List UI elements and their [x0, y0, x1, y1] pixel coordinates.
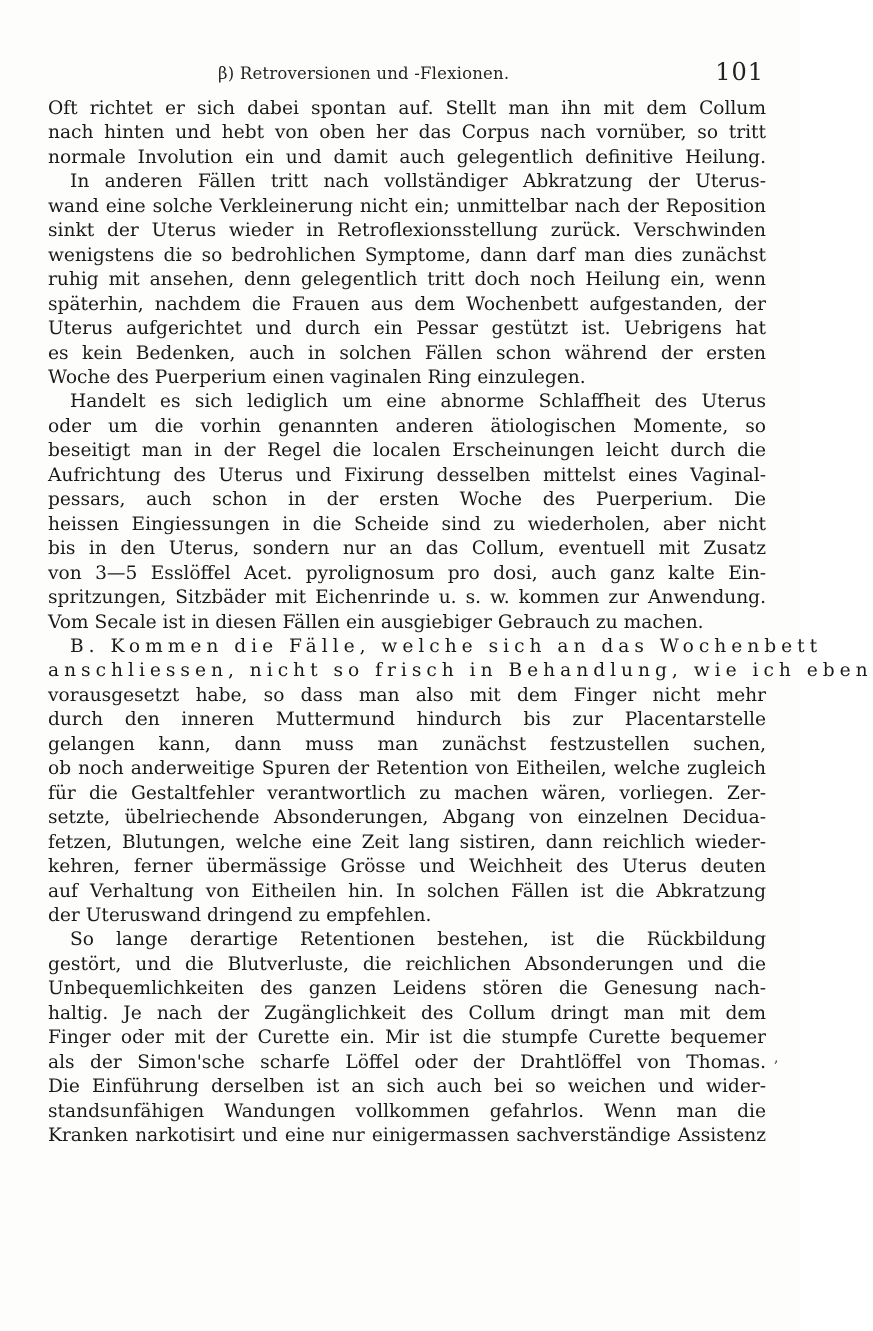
text-line: gestört, und die Blutverluste, die reichlichen Absonderungen und die	[48, 953, 766, 975]
text-line: Woche des Puerperium einen vaginalen Ring einzulegen.	[48, 366, 586, 388]
text-line: ruhig mit ansehen, denn gelegentlich tritt doch noch Heilung ein, wenn	[48, 269, 766, 291]
text-line: Handelt es sich lediglich um eine abnorme Schlaffheit des Uterus	[70, 391, 766, 413]
text-line: So lange derartige Retentionen bestehen, ist die Rückbildung	[70, 929, 766, 951]
text-line: setzte, übelriechende Absonderungen, Abgang von einzelnen Decidua-	[48, 807, 766, 829]
text-line: standsunfähigen Wandungen vollkommen gefahrlos. Wenn man die	[48, 1100, 766, 1122]
text-line: für die Gestaltfehler verantwortlich zu machen wären, vorliegen. Zer-	[48, 782, 766, 804]
text-line: Oft richtet er sich dabei spontan auf. Stellt man ihn mit dem Collum	[48, 98, 766, 119]
body-text	[48, 97, 873, 1148]
text-line: durch den inneren Muttermund hindurch bis zur Placentarstelle	[48, 709, 766, 731]
text-line: sinkt der Uterus wieder in Retroflexionsstellung zurück. Verschwinden	[48, 220, 766, 242]
text-line: kehren, ferner übermässige Grösse und Weichheit des Uterus deuten	[48, 856, 766, 878]
text-line: fetzen, Blutungen, welche eine Zeit lang sistiren, dann reichlich wieder-	[48, 831, 766, 853]
running-head	[48, 58, 764, 90]
text-line: In anderen Fällen tritt nach vollständiger Abkratzung der Uterus-	[70, 171, 766, 193]
text-line: Vom Secale ist in diesen Fällen ein ausgiebiger Gebrauch zu machen.	[48, 611, 704, 633]
section-b-heading-line: B. Kommen die Fälle, welche sich an das Wochenbett	[70, 635, 823, 657]
text-line: bis in den Uterus, sondern nur an das Collum, eventuell mit Zusatz	[48, 538, 766, 560]
text-line: Uterus aufgerichtet und durch ein Pessar gestützt ist. Uebrigens hat	[48, 318, 766, 340]
text-line: auf Verhaltung von Eitheilen hin. In solchen Fällen ist die Abkratzung	[48, 880, 766, 902]
text-line: oder um die vorhin genannten anderen ätiologischen Momente, so	[48, 415, 766, 437]
text-line: Die Einführung derselben ist an sich auch bei so weichen und wider-	[48, 1076, 766, 1098]
text-line: heissen Eingiessungen in die Scheide sind zu wiederholen, aber nicht	[48, 513, 766, 535]
text-line: vorausgesetzt habe, so dass man also mit dem Finger nicht mehr	[48, 684, 766, 706]
margin-mark: ,	[774, 1050, 779, 1066]
text-line: gelangen kann, dann muss man zunächst festzustellen suchen,	[48, 733, 766, 755]
text-line: normale Involution ein und damit auch gelegentlich definitive Heilung.	[48, 146, 766, 168]
running-head-title: β) Retroversionen und -Flexionen.	[218, 64, 510, 83]
text-line: ob noch anderweitige Spuren der Retention von Eitheilen, welche zugleich	[48, 758, 766, 780]
text-line: spritzungen, Sitzbäder mit Eichenrinde u. s. w. kommen zur Anwendung.	[48, 587, 766, 609]
text-line: wenigstens die so bedrohlichen Symptome, dann darf man dies zunächst	[48, 244, 766, 266]
text-line: es kein Bedenken, auch in solchen Fällen schon während der ersten	[48, 342, 766, 364]
text-line: Aufrichtung des Uterus und Fixirung desselben mittelst eines Vaginal-	[48, 464, 766, 486]
text-line: pessars, auch schon in der ersten Woche des Puerperium. Die	[48, 489, 766, 511]
text-line: Unbequemlichkeiten des ganzen Leidens stören die Genesung nach-	[48, 978, 766, 1000]
page-number: 101	[715, 58, 764, 86]
text-line: Finger oder mit der Curette ein. Mir ist die stumpfe Curette bequemer	[48, 1027, 766, 1049]
text-line: als der Simon'sche scharfe Löffel oder der Drahtlöffel von Thomas.	[48, 1051, 766, 1073]
text-line: beseitigt man in der Regel die localen Erscheinungen leicht durch die	[48, 440, 766, 462]
text-line: anschliessen, nicht so frisch in Behandlung, wie ich eben	[48, 660, 873, 682]
text-line: späterhin, nachdem die Frauen aus dem Wochenbett aufgestanden, der	[48, 293, 766, 315]
text-line: der Uteruswand dringend zu empfehlen.	[48, 904, 432, 926]
text-line: Kranken narkotisirt und eine nur einigermassen sachverständige Assistenz	[48, 1125, 766, 1147]
text-line: nach hinten und hebt von oben her das Corpus nach vornüber, so tritt	[48, 122, 766, 144]
text-line: haltig. Je nach der Zugänglichkeit des Collum dringt man mit dem	[48, 1002, 766, 1024]
text-line: von 3—5 Esslöffel Acet. pyrolignosum pro dosi, auch ganz kalte Ein-	[48, 562, 766, 584]
text-line: wand eine solche Verkleinerung nicht ein; unmittelbar nach der Reposition	[48, 195, 766, 217]
